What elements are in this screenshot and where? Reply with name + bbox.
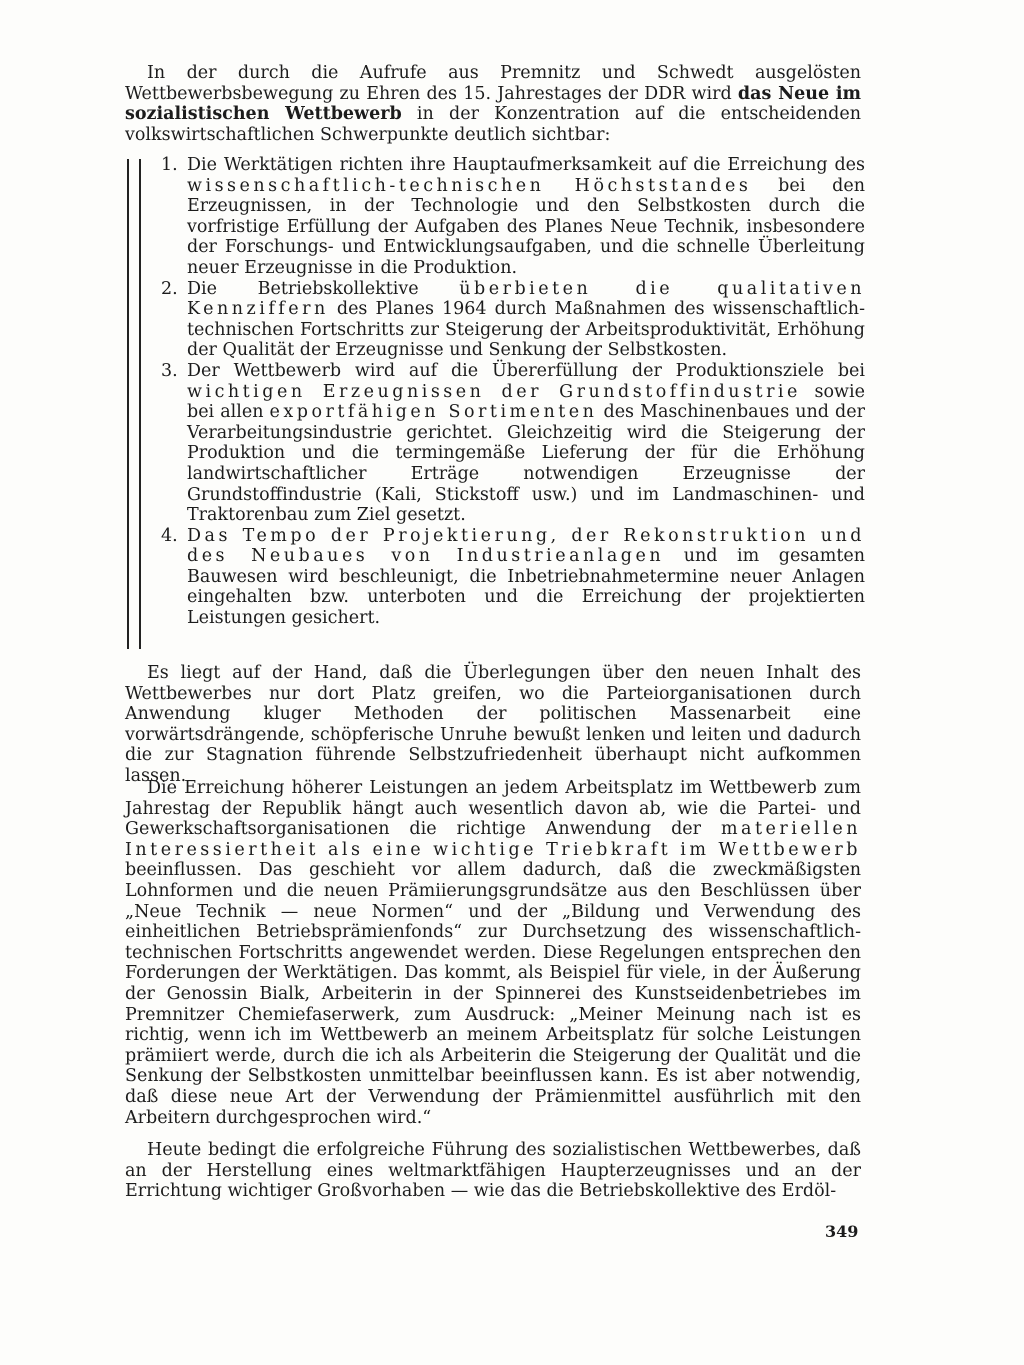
list-item-text: Die Werktätigen richten ihre Hauptaufmerksamkeit auf die Erreichung des — [187, 155, 865, 175]
intro-bold-phrase: das Neue im sozialistischen Wettbewerb — [125, 83, 862, 125]
list-item-number: 3. — [161, 360, 178, 381]
paragraph-4: Heute bedingt die erfolgreiche Führung des sozialistischen Wettbewerbes, daß an der Herstellung eines weltmarktfähigen Haupterzeugnisses und an der Errichtung wichtiger Großvorhaben — wie das die Betriebskollektive des Erdöl- — [125, 1140, 861, 1202]
intro-paragraph — [125, 63, 861, 145]
list-item-spaced-emphasis: überbieten die qualitativen Kennziffern — [187, 278, 865, 320]
paragraph-3 — [125, 778, 861, 1128]
list-item-text: und im gesamten Bauwesen wird beschleunigt, die Inbetriebnahmetermine neuer Anlagen eingehalten bzw. unterboten und die Erreichung der projektierten Leistungen gesichert. — [187, 546, 865, 629]
list-item — [125, 279, 865, 361]
list-item-text: sowie bei allen — [187, 381, 865, 423]
list-item-number: 1. — [161, 155, 178, 175]
intro-text-end: in der Konzentration auf die entscheidenden volkswirtschaftlichen Schwerpunkte deutlich sichtbar: — [125, 104, 861, 145]
list-item-spaced-emphasis: Das Tempo der Projektierung, der Rekonstruktion und des Neubaues von Industrieanlagen — [187, 525, 865, 567]
list-item-number: 2. — [161, 278, 178, 299]
list-item-text: des Planes 1964 durch Maßnahmen des wissenschaftlich-technischen Fortschritts zur Steigerung der Arbeitsproduktivität, Erhöhung der Qualität der Erzeugnisse und Senkung der Selbstkosten. — [187, 299, 865, 361]
numbered-list — [125, 155, 865, 629]
list-item — [125, 361, 865, 526]
list-item — [125, 526, 865, 629]
list-item-spaced-emphasis: wissenschaftlich-technischen Höchststandes — [187, 175, 752, 196]
list-item-text: Die Betriebskollektive — [187, 278, 460, 299]
list-item — [125, 155, 865, 279]
paragraph-spaced-emphasis: materiellen Interessiertheit als eine wichtige Triebkraft im Wettbewerb — [125, 819, 861, 860]
paragraph-text: beeinflussen. Das geschieht vor allem dadurch, daß die zweckmäßigsten Lohnformen und die neuen Prämiierungsgrundsätze aus den Beschlüssen über „Neue Technik — neue Normen“ und der „Bildung und Verwendung des einheitlichen Betriebsprämienfonds“ zur Durchsetzung des wissenschaftlich-technischen Fortschritts angewendet werden. Diese Regelungen entsprechen den Forderungen der Werktätigen. Das kommt, als Beispiel für viele, in der Äußerung der Genossin Bialk, Arbeiterin in der Spinnerei des Kunstseidenbetriebes im Premnitzer Chemiefaserwerk, zum Ausdruck: „Meiner Meinung nach ist es richtig, wenn ich im Wettbewerb an meinem Arbeitsplatz für solche Leistungen prämiiert werde, durch die ich als Arbeiterin die Steigerung der Qualität und die Senkung der Selbstkosten unmittelbar beeinflussen kann. Es ist aber notwendig, daß diese neue Art der Verwendung der Prämienmittel ausführlich mit den Arbeitern durchgesprochen wird.“ — [125, 860, 861, 1128]
list-item-text: bei den Erzeugnissen, in der Technologie und den Selbstkosten durch die vorfristige Erfüllung der Aufgaben des Planes Neue Technik, insbesondere der Forschungs- und Entwicklungsaufgaben, und die schnelle Überleitung neuer Erzeugnisse in die Produktion. — [187, 175, 865, 278]
list-item-spaced-emphasis: exportfähigen Sortimenten — [269, 402, 598, 423]
list-item-text: Der Wettbewerb wird auf die Übererfüllung der Produktionsziele bei — [187, 360, 865, 381]
page-number: 349 — [825, 1222, 859, 1241]
paragraph-text: Die Erreichung höherer Leistungen an jedem Arbeitsplatz im Wettbewerb zum Jahrestag der Republik hängt auch wesentlich davon ab, wie die Partei- und Gewerkschaftsorganisationen die richtige Anwendung der — [125, 778, 861, 840]
intro-text: In der durch die Aufrufe aus Premnitz und Schwedt ausgelösten Wettbewerbsbewegung zu Ehren des 15. Jahrestages der DDR wird — [125, 63, 861, 104]
list-item-text: des Maschinenbaues und der Verarbeitungsindustrie gerichtet. Gleichzeitig wird die Steigerung der Produktion und die termingemäße Lieferung der für die Erhöhung landwirtschaftlicher Erträge notwendigen Erzeugnisse der Grundstoffindustrie (Kali, Stickstoff usw.) und im Landmaschinen- und Traktorenbau zum Ziel gesetzt. — [187, 402, 865, 526]
list-item-spaced-emphasis: wichtigen Erzeugnissen der Grundstoffindustrie — [187, 381, 801, 402]
paragraph-2: Es liegt auf der Hand, daß die Überlegungen über den neuen Inhalt des Wettbewerbes nur dort Platz greifen, wo die Parteiorganisationen durch Anwendung kluger Methoden der politischen Massenarbeit eine vorwärtsdrängende, schöpferische Unruhe bewußt lenken und leiten und dadurch die zur Stagnation führende Selbstzufriedenheit überhaupt nicht aufkommen lassen. — [125, 663, 861, 786]
list-item-number: 4. — [161, 525, 178, 546]
